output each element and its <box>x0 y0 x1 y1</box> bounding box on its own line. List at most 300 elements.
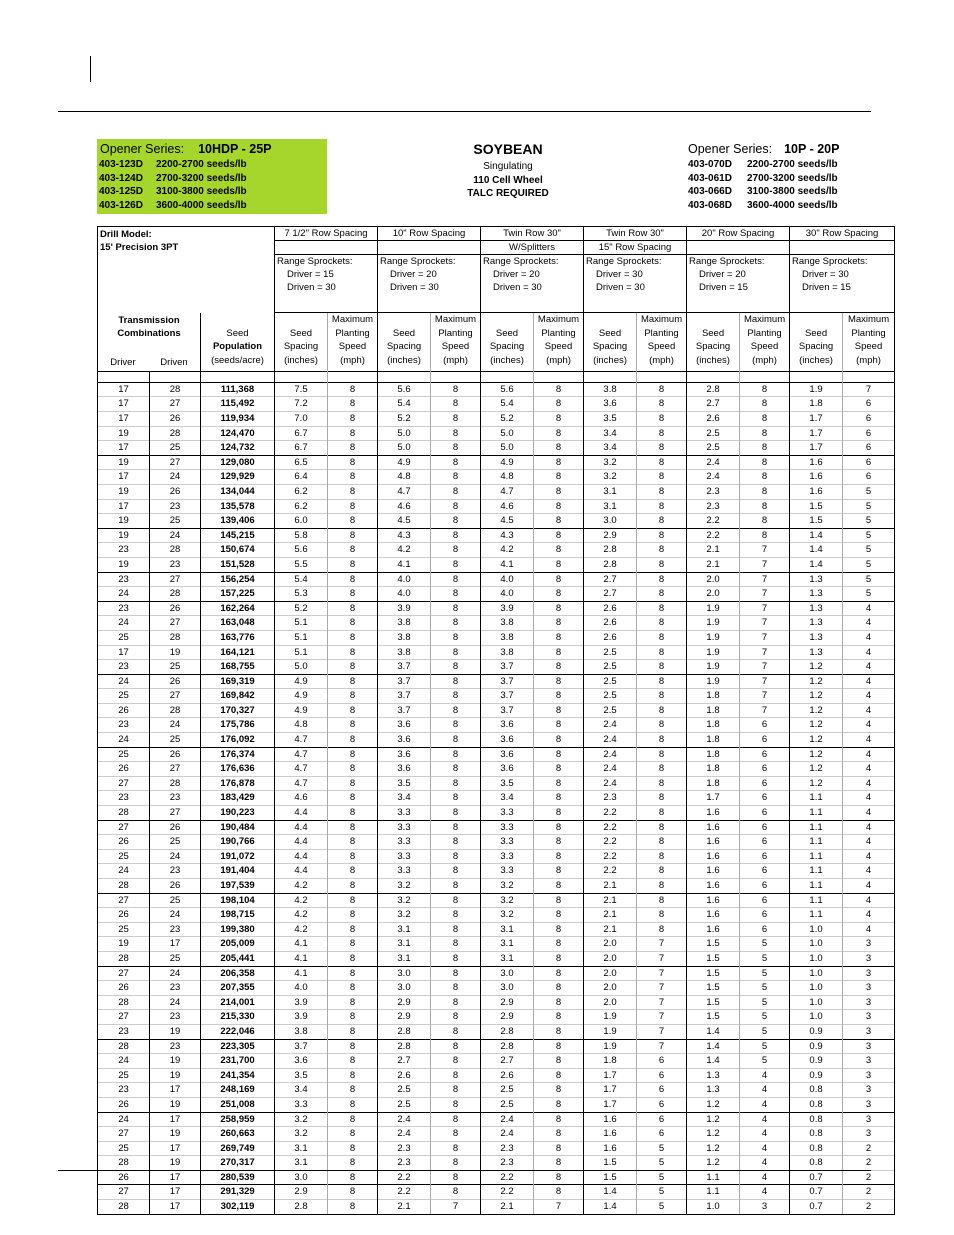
right-opener-series-box <box>688 142 888 212</box>
spacer-cell <box>843 371 895 382</box>
seed-population-cell: 191,072 <box>201 849 275 864</box>
table-cell: 4.9 <box>481 455 534 470</box>
table-cell: 0.7 <box>790 1200 843 1215</box>
table-cell: 3.6 <box>275 1054 328 1069</box>
table-cell: 1.4 <box>584 1185 637 1200</box>
table-cell: 4.4 <box>275 835 328 850</box>
table-cell: 8 <box>431 1127 481 1142</box>
table-cell: 8 <box>431 835 481 850</box>
table-cell: 8 <box>328 879 378 894</box>
table-cell: 8 <box>328 791 378 806</box>
table-cell: 2.4 <box>481 1127 534 1142</box>
table-row <box>98 937 895 952</box>
table-cell: 3.8 <box>481 630 534 645</box>
table-cell: 6 <box>740 762 790 777</box>
table-cell: 8 <box>431 864 481 879</box>
table-cell: 2.1 <box>687 543 740 558</box>
table-cell: 2.9 <box>481 1010 534 1025</box>
table-cell: 1.4 <box>584 1200 637 1215</box>
max-speed-header-line: Planting <box>851 327 886 339</box>
table-cell: 3 <box>843 995 895 1010</box>
table-cell: 27 <box>150 455 201 470</box>
table-cell: 24 <box>98 1112 150 1127</box>
table-cell: 2.9 <box>378 995 431 1010</box>
table-cell: 24 <box>150 718 201 733</box>
table-cell: 7 <box>740 645 790 660</box>
max-speed-header-line: Planting <box>335 327 370 339</box>
table-cell: 3.9 <box>481 601 534 616</box>
table-row <box>98 791 895 806</box>
table-cell: 5.6 <box>275 543 328 558</box>
table-cell: 8 <box>637 616 687 631</box>
max-speed-header-line: (mph) <box>856 355 881 367</box>
table-cell: 3.0 <box>378 981 431 996</box>
table-cell: 24 <box>98 616 150 631</box>
table-cell: 8 <box>637 718 687 733</box>
table-cell: 25 <box>150 951 201 966</box>
table-cell: 1.0 <box>687 1200 740 1215</box>
table-cell: 3.1 <box>275 1141 328 1156</box>
table-cell: 1.6 <box>687 893 740 908</box>
table-cell: 8 <box>637 762 687 777</box>
table-cell: 8 <box>534 966 584 981</box>
table-cell: 1.6 <box>790 484 843 499</box>
table-cell: 1.3 <box>687 1083 740 1098</box>
table-cell: 8 <box>637 660 687 675</box>
table-cell: 3.4 <box>275 1083 328 1098</box>
table-cell: 8 <box>431 1112 481 1127</box>
seed-spacing-header <box>378 313 431 372</box>
table-cell: 4 <box>843 660 895 675</box>
table-cell: 3.2 <box>481 893 534 908</box>
table-cell: 5 <box>637 1141 687 1156</box>
seed-population-cell: 111,368 <box>201 382 275 397</box>
table-cell: 2.5 <box>584 703 637 718</box>
spacer-cell <box>328 371 378 382</box>
table-cell: 8 <box>328 660 378 675</box>
seed-population-cell: 139,406 <box>201 514 275 529</box>
seed-spacing-header-line: Seed <box>804 327 828 339</box>
table-cell: 2.0 <box>584 995 637 1010</box>
spacing-subheader: W/Splitters <box>481 241 584 255</box>
table-cell: 8 <box>637 484 687 499</box>
table-row <box>98 762 895 777</box>
table-cell: 1.1 <box>790 791 843 806</box>
table-cell: 8 <box>431 1170 481 1185</box>
table-cell: 4.2 <box>275 908 328 923</box>
table-row <box>98 484 895 499</box>
left-series-label: Opener Series: <box>100 142 185 156</box>
table-cell: 8 <box>431 981 481 996</box>
table-cell: 1.0 <box>790 951 843 966</box>
seed-spacing-header-line: Spacing <box>489 341 525 353</box>
table-cell: 1.1 <box>790 849 843 864</box>
table-row <box>98 587 895 602</box>
table-cell: 8 <box>328 382 378 397</box>
table-cell: 2.3 <box>687 499 740 514</box>
table-cell: 8 <box>534 1024 584 1039</box>
table-cell: 2 <box>843 1170 895 1185</box>
table-cell: 8 <box>328 1039 378 1054</box>
table-cell: 2.1 <box>378 1200 431 1215</box>
seed-population-cell: 198,715 <box>201 908 275 923</box>
table-cell: 3.7 <box>481 689 534 704</box>
table-cell: 3.3 <box>481 806 534 821</box>
table-cell: 8 <box>431 951 481 966</box>
table-cell: 8 <box>637 470 687 485</box>
table-cell: 1.5 <box>584 1156 637 1171</box>
table-cell: 8 <box>431 747 481 762</box>
table-cell: 3 <box>843 937 895 952</box>
table-cell: 5.4 <box>275 572 328 587</box>
table-cell: 2.0 <box>584 937 637 952</box>
table-cell: 1.2 <box>790 747 843 762</box>
table-cell: 7 <box>740 630 790 645</box>
table-cell: 8 <box>534 455 584 470</box>
table-cell: 4.8 <box>275 718 328 733</box>
table-cell: 8 <box>637 908 687 923</box>
seed-population-cell: 198,104 <box>201 893 275 908</box>
seed-population-cell: 124,732 <box>201 441 275 456</box>
table-cell: 3.3 <box>378 806 431 821</box>
table-cell: 8 <box>534 514 584 529</box>
table-cell: 4.9 <box>275 703 328 718</box>
table-cell: 8 <box>534 674 584 689</box>
seed-population-cell: 124,470 <box>201 426 275 441</box>
sprocket-driver: Driver = 15 <box>275 268 378 281</box>
table-cell: 7 <box>637 951 687 966</box>
table-cell: 6 <box>740 806 790 821</box>
table-cell: 4 <box>740 1185 790 1200</box>
sprocket-sprockets: Range Sprockets: <box>584 255 687 269</box>
table-cell: 8 <box>740 514 790 529</box>
left-part-row <box>99 173 247 184</box>
table-cell: 8 <box>534 1141 584 1156</box>
sprocket-driven: Driven = 30 <box>275 281 378 294</box>
table-row <box>98 1141 895 1156</box>
table-cell: 4 <box>843 601 895 616</box>
table-cell: 3.7 <box>481 660 534 675</box>
seed-population-cell: 135,578 <box>201 499 275 514</box>
right-series-label: Opener Series: <box>688 142 773 156</box>
part-code: 403-125D <box>99 186 143 197</box>
table-cell: 26 <box>98 762 150 777</box>
max-speed-header-line: Planting <box>747 327 782 339</box>
table-cell: 3 <box>843 1097 895 1112</box>
seed-spacing-header-line: (inches) <box>799 355 833 367</box>
seed-population-cell: 150,674 <box>201 543 275 558</box>
table-cell: 3 <box>843 1024 895 1039</box>
table-cell: 1.8 <box>687 718 740 733</box>
seed-spacing-header-line: Seed <box>495 327 519 339</box>
table-cell: 2.9 <box>584 528 637 543</box>
table-cell: 26 <box>150 484 201 499</box>
table-cell: 4.4 <box>275 864 328 879</box>
drill-model-label: Drill Model: <box>100 229 152 240</box>
table-cell: 1.1 <box>790 835 843 850</box>
table-row <box>98 864 895 879</box>
table-cell: 6 <box>740 747 790 762</box>
table-cell: 4 <box>843 718 895 733</box>
table-cell: 3.1 <box>378 951 431 966</box>
table-cell: 2.7 <box>584 587 637 602</box>
table-row <box>98 397 895 412</box>
table-cell: 1.8 <box>584 1054 637 1069</box>
table-cell: 8 <box>534 616 584 631</box>
table-row <box>98 1068 895 1083</box>
table-cell: 8 <box>534 412 584 427</box>
table-cell: 8 <box>534 1097 584 1112</box>
table-cell: 3.1 <box>481 951 534 966</box>
table-cell: 1.5 <box>687 937 740 952</box>
trans-label: Combinations <box>117 328 181 339</box>
table-cell: 2.8 <box>481 1024 534 1039</box>
table-cell: 1.5 <box>687 981 740 996</box>
table-cell: 8 <box>328 981 378 996</box>
table-cell: 8 <box>534 601 584 616</box>
table-cell: 2.4 <box>481 1112 534 1127</box>
seed-population-cell: 163,048 <box>201 616 275 631</box>
table-cell: 8 <box>637 849 687 864</box>
table-cell: 8 <box>534 557 584 572</box>
table-cell: 3.2 <box>275 1112 328 1127</box>
table-cell: 1.0 <box>790 937 843 952</box>
table-cell: 4.2 <box>481 543 534 558</box>
table-cell: 0.8 <box>790 1127 843 1142</box>
table-cell: 8 <box>431 733 481 748</box>
table-cell: 8 <box>637 835 687 850</box>
table-cell: 2.5 <box>584 660 637 675</box>
table-cell: 6 <box>740 733 790 748</box>
table-cell: 3.7 <box>378 674 431 689</box>
table-cell: 1.5 <box>687 995 740 1010</box>
table-cell: 1.9 <box>687 616 740 631</box>
spacer-cell <box>790 371 843 382</box>
table-cell: 5.0 <box>378 426 431 441</box>
table-cell: 8 <box>637 543 687 558</box>
table-cell: 8 <box>637 528 687 543</box>
table-cell: 2.1 <box>687 557 740 572</box>
right-series-value: 10P - 20P <box>784 142 840 156</box>
table-cell: 8 <box>534 849 584 864</box>
table-cell: 6.0 <box>275 514 328 529</box>
sprocket-driven: Driven = 30 <box>378 281 481 294</box>
crop-title: SOYBEAN <box>473 141 543 157</box>
table-cell: 1.3 <box>790 587 843 602</box>
table-cell: 1.2 <box>790 776 843 791</box>
table-cell: 5.0 <box>378 441 431 456</box>
table-cell: 2.8 <box>275 1200 328 1215</box>
table-cell: 26 <box>98 703 150 718</box>
table-cell: 1.3 <box>687 1068 740 1083</box>
table-cell: 26 <box>98 1097 150 1112</box>
table-cell: 8 <box>431 412 481 427</box>
table-cell: 5.3 <box>275 587 328 602</box>
part-code: 403-066D <box>688 186 732 197</box>
table-cell: 17 <box>98 397 150 412</box>
spacer-cell <box>637 371 687 382</box>
table-cell: 4 <box>843 674 895 689</box>
table-cell: 8 <box>637 426 687 441</box>
table-cell: 8 <box>431 995 481 1010</box>
table-cell: 28 <box>150 543 201 558</box>
seed-population-cell: 183,429 <box>201 791 275 806</box>
table-cell: 8 <box>637 645 687 660</box>
table-cell: 5 <box>843 557 895 572</box>
table-row <box>98 703 895 718</box>
table-cell: 27 <box>150 397 201 412</box>
seed-population-cell: 129,080 <box>201 455 275 470</box>
table-cell: 5 <box>843 514 895 529</box>
table-cell: 7 <box>637 1010 687 1025</box>
table-cell: 8 <box>328 455 378 470</box>
table-cell: 4 <box>843 835 895 850</box>
table-cell: 4.9 <box>275 674 328 689</box>
table-cell: 8 <box>431 893 481 908</box>
table-cell: 3.8 <box>378 616 431 631</box>
table-cell: 2.1 <box>584 908 637 923</box>
table-cell: 1.6 <box>687 835 740 850</box>
table-cell: 5 <box>843 528 895 543</box>
table-cell: 5 <box>843 499 895 514</box>
table-cell: 7 <box>637 981 687 996</box>
table-cell: 5 <box>843 543 895 558</box>
table-cell: 8 <box>328 645 378 660</box>
sprocket-sprockets: Range Sprockets: <box>275 255 378 269</box>
table-cell: 3.8 <box>481 616 534 631</box>
table-cell: 5.1 <box>275 630 328 645</box>
sprocket-driver: Driver = 20 <box>378 268 481 281</box>
table-cell: 8 <box>431 762 481 777</box>
table-cell: 1.8 <box>687 733 740 748</box>
table-cell: 28 <box>98 1200 150 1215</box>
table-cell: 8 <box>637 776 687 791</box>
table-cell: 1.4 <box>687 1024 740 1039</box>
table-cell: 8 <box>328 820 378 835</box>
table-cell: 7 <box>637 1039 687 1054</box>
table-cell: 8 <box>534 1054 584 1069</box>
table-cell: 8 <box>431 587 481 602</box>
table-cell: 1.6 <box>790 455 843 470</box>
table-cell: 17 <box>150 937 201 952</box>
table-row <box>98 995 895 1010</box>
table-cell: 8 <box>431 441 481 456</box>
table-cell: 3.7 <box>378 689 431 704</box>
table-cell: 5 <box>740 981 790 996</box>
table-cell: 3.3 <box>481 820 534 835</box>
table-cell: 25 <box>98 1068 150 1083</box>
table-cell: 24 <box>150 908 201 923</box>
table-cell: 8 <box>328 397 378 412</box>
table-cell: 5 <box>740 1039 790 1054</box>
sprocket-driver: Driver = 20 <box>687 268 790 281</box>
table-cell: 2.9 <box>275 1185 328 1200</box>
table-cell: 4.7 <box>275 776 328 791</box>
left-part-row <box>99 159 247 170</box>
table-cell: 2.5 <box>584 689 637 704</box>
table-cell: 26 <box>150 820 201 835</box>
table-cell: 1.9 <box>687 674 740 689</box>
table-cell: 1.6 <box>687 820 740 835</box>
table-cell: 0.8 <box>790 1112 843 1127</box>
table-cell: 1.2 <box>790 689 843 704</box>
table-cell: 2.3 <box>584 791 637 806</box>
table-row <box>98 1127 895 1142</box>
part-range: 3600-4000 seeds/lb <box>156 200 247 211</box>
table-cell: 3.6 <box>378 733 431 748</box>
table-cell: 4.2 <box>275 893 328 908</box>
table-row <box>98 733 895 748</box>
table-cell: 25 <box>150 733 201 748</box>
table-cell: 17 <box>150 1112 201 1127</box>
table-cell: 27 <box>150 806 201 821</box>
seed-population-cell: 115,492 <box>201 397 275 412</box>
table-cell: 4.7 <box>275 762 328 777</box>
right-part-row <box>688 199 888 213</box>
max-speed-header-line: Maximum <box>331 314 374 325</box>
seed-spacing-header-line: (inches) <box>284 355 318 367</box>
table-cell: 8 <box>431 660 481 675</box>
table-cell: 4.5 <box>378 514 431 529</box>
table-cell: 2.1 <box>481 1200 534 1215</box>
table-cell: 25 <box>150 893 201 908</box>
table-cell: 6.7 <box>275 441 328 456</box>
table-cell: 2.8 <box>584 543 637 558</box>
table-cell: 6.4 <box>275 470 328 485</box>
table-cell: 3.2 <box>584 470 637 485</box>
seed-spacing-header-line: Seed <box>392 327 416 339</box>
table-cell: 0.8 <box>790 1156 843 1171</box>
sprocket-driven: Driven = 30 <box>481 281 584 294</box>
table-cell: 1.8 <box>687 747 740 762</box>
table-row <box>98 514 895 529</box>
table-cell: 3.1 <box>584 484 637 499</box>
table-cell: 8 <box>534 572 584 587</box>
table-cell: 3.4 <box>584 441 637 456</box>
table-cell: 3.9 <box>275 1010 328 1025</box>
table-cell: 24 <box>98 587 150 602</box>
table-cell: 17 <box>98 412 150 427</box>
table-cell: 3.3 <box>378 835 431 850</box>
table-cell: 5.8 <box>275 528 328 543</box>
table-cell: 6 <box>843 455 895 470</box>
table-cell: 4 <box>843 864 895 879</box>
table-cell: 28 <box>150 426 201 441</box>
seed-population-cell: 302,119 <box>201 1200 275 1215</box>
table-cell: 6 <box>843 426 895 441</box>
table-cell: 2.8 <box>481 1039 534 1054</box>
table-cell: 27 <box>150 762 201 777</box>
table-cell: 5 <box>637 1170 687 1185</box>
seed-population-header <box>201 313 275 372</box>
table-cell: 8 <box>431 470 481 485</box>
table-cell: 8 <box>534 951 584 966</box>
table-cell: 1.4 <box>790 557 843 572</box>
table-cell: 2.6 <box>481 1068 534 1083</box>
table-cell: 1.3 <box>790 645 843 660</box>
table-row <box>98 1024 895 1039</box>
table-cell: 2.1 <box>584 893 637 908</box>
table-cell: 28 <box>98 951 150 966</box>
table-cell: 8 <box>431 1010 481 1025</box>
table-cell: 24 <box>98 1054 150 1069</box>
table-cell: 8 <box>740 499 790 514</box>
table-cell: 8 <box>637 601 687 616</box>
table-cell: 8 <box>328 1083 378 1098</box>
table-cell: 2.4 <box>584 762 637 777</box>
table-cell: 8 <box>328 630 378 645</box>
table-cell: 23 <box>98 660 150 675</box>
